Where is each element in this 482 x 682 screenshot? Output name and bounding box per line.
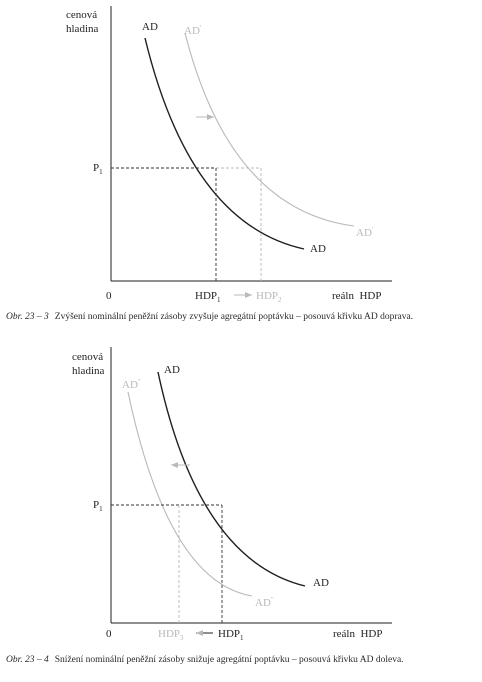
figure-1-caption-number: Obr. 23 – 3 <box>6 312 49 322</box>
figure-2-caption <box>6 655 404 665</box>
fig1-ad-label-end: AD <box>310 243 326 255</box>
fig2-y-label-1: cenová <box>72 351 104 363</box>
fig2-ad-curve <box>158 372 305 586</box>
fig2-price-label: $P_1$ <box>93 499 103 513</box>
fig2-shifted-curve <box>128 392 252 596</box>
fig2-shifted-label-end: AD" <box>255 596 274 609</box>
figure-1-caption-text: Zvýšení nominální peněžní zásoby zvyšuje agregátní poptávku – posouvá křivku AD doprava. <box>54 312 414 322</box>
fig2-ad-label-top: AD <box>164 364 180 376</box>
fig2-origin: 0 <box>106 628 112 640</box>
fig1-gdp1-label: $HDP_1$ <box>195 290 221 304</box>
fig2-ad-label-end: AD <box>313 577 329 589</box>
fig1-shifted-label-top: AD' <box>184 24 202 37</box>
fig2-y-label-2: hladina <box>72 365 105 377</box>
fig1-price-label: $P_1$ <box>93 162 103 176</box>
figure-2-caption-text: Snížení nominální peněžní zásoby snižuje agregátní poptávku – posouvá křivku AD doleva. <box>54 655 404 665</box>
fig2-gdp1-label: $HDP_1$ <box>218 628 244 642</box>
fig1-x-label: reáln HDP <box>332 290 382 302</box>
fig1-shifted-curve <box>185 33 354 226</box>
fig2-shifted-label-top: AD" <box>122 378 141 391</box>
figure-2 <box>72 347 392 642</box>
fig1-gdp2-label: $HDP_2$ <box>256 290 282 304</box>
figure-1 <box>66 6 392 304</box>
fig1-shifted-label-end: AD' <box>356 226 374 239</box>
figure-1-caption <box>6 312 413 322</box>
fig1-ad-curve <box>145 38 304 249</box>
fig1-y-label-1: cenová <box>66 9 98 21</box>
figure-2-caption-number: Obr. 23 – 4 <box>6 655 49 665</box>
fig2-x-label: reáln HDP <box>333 628 383 640</box>
fig1-y-label-2: hladina <box>66 23 99 35</box>
fig2-gdp3-label: $HDP_3$ <box>158 628 184 642</box>
fig1-ad-label-top: AD <box>142 21 158 33</box>
fig1-origin: 0 <box>106 290 112 302</box>
